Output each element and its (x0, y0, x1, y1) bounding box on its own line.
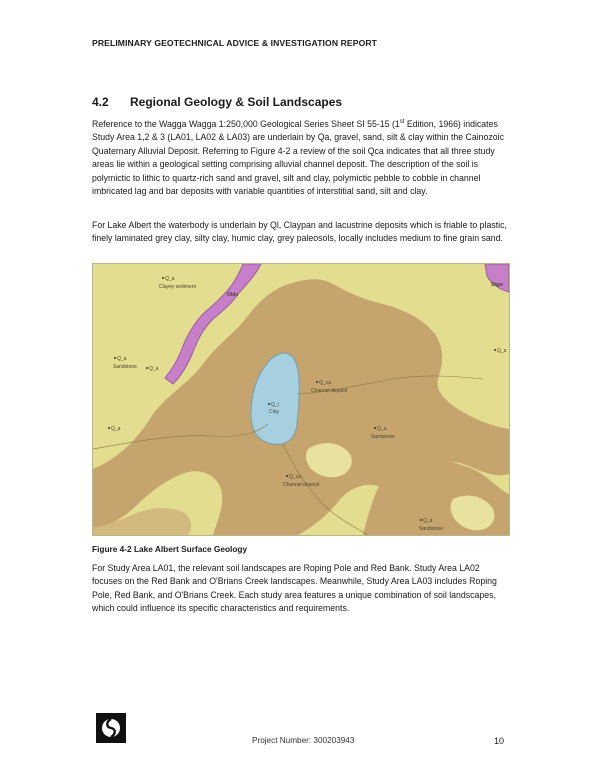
map-point (286, 475, 288, 477)
map-label: Clayey sediment (159, 284, 196, 290)
paragraph-soil-landscapes: For Study Area LA01, the relevant soil landscapes are Roping Pole and Red Bank. Study Area LA02 focuses on the Red Bank and O'Brians Creek landscapes. Meanwhile, Study Area LA03 includes Roping Pole, Red Bank, and O'Brians Creek. Each study area features a unique combination of soil landscapes, which could influence its specific characteristics and requirements. (92, 563, 497, 614)
map-label: Q_l (271, 402, 279, 408)
map-label: Sandstone (419, 526, 443, 532)
map-point (268, 403, 270, 405)
map-label: Channel deposit (311, 388, 348, 394)
map-label: Channel deposit (283, 482, 320, 488)
paragraph-lake: For Lake Albert the waterbody is underlain by Ql, Claypan and lacustrine deposits which is friable to plastic, finely laminated grey clay, silty clay, humic clay, grey paleosols, locally includes medium to fine grain sand. (92, 220, 507, 244)
map-label: Q_a (111, 426, 121, 432)
logo-icon (96, 713, 126, 743)
map-label: Sandstone (113, 364, 137, 370)
map-point (114, 357, 116, 359)
map-label: Q_a (423, 518, 433, 524)
map-point (494, 349, 496, 351)
page-header: PRELIMINARY GEOTECHNICAL ADVICE & INVESTIGATION REPORT (92, 38, 378, 48)
map-label: Stgw (491, 282, 503, 288)
section-heading (92, 95, 342, 109)
map-point (374, 427, 376, 429)
company-logo (96, 713, 126, 743)
map-label: Q_a (117, 356, 127, 362)
map-point (108, 427, 110, 429)
map-label: Q_a (497, 348, 507, 354)
map-label: Q_ca (289, 474, 301, 480)
map-label: Olds (227, 292, 239, 298)
map-label: Q_ca (319, 380, 331, 386)
map-label: Q_a (149, 366, 159, 372)
map-label: Q_a (165, 276, 175, 282)
figure-caption: Figure 4-2 Lake Albert Surface Geology (92, 544, 248, 554)
map-point (162, 277, 164, 279)
paragraph-geology (92, 118, 512, 198)
superscript: st (399, 119, 405, 126)
map-label: Clay (269, 409, 280, 415)
paragraph-text: Reference to the Wagga Wagga 1:250,000 Geological Series Sheet SI 55-15 (1 (92, 119, 400, 129)
section-title: Regional Geology & Soil Landscapes (130, 95, 343, 109)
section-number: 4.2 (92, 95, 109, 109)
map-label: Sandstone (371, 434, 395, 440)
paragraph-text: Edition, 1966) indicates Study Area 1,2 & 3 (LA01, LA02 & LA03) are underlain by Qa, gravel, sand, silt & clay within the Cainozoic Quaternary Alluvial Deposit. Referring to Figure 4-2 a review of the soil Qca indicates that all three study areas lie within a geological setting comprising alluvial channel deposit. The description of the soil is polymictic to lithic to quartz-rich sand and gravel, silt and clay, polymictic pebble to cobble in channel imbricated lag and bar deposits with variable quantities of interstitial sand, silt and clay. (92, 119, 504, 197)
map-point (146, 367, 148, 369)
map-point (316, 381, 318, 383)
map-point (420, 519, 422, 521)
map-label: Q_a (377, 426, 387, 432)
project-number: Project Number: 300203943 (252, 736, 355, 745)
geology-map (92, 263, 510, 536)
page-number: 10 (494, 736, 505, 746)
